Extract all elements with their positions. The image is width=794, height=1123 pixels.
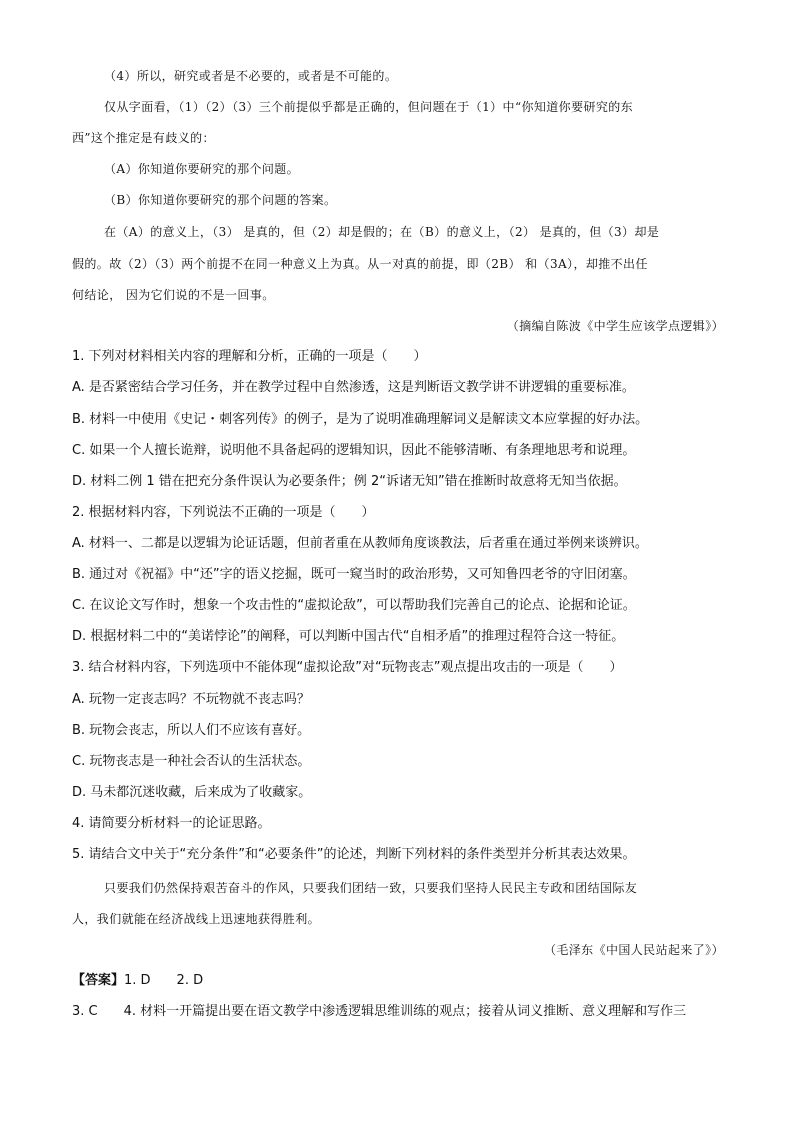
question-3-option-b: B. 玩物会丧志，所以人们不应该有喜好。 bbox=[72, 723, 311, 738]
question-1-option-b: B. 材料一中使用《史记・刺客列传》的例子，是为了说明准确理解词义是解读文本应掌握的好办法。 bbox=[72, 412, 649, 427]
question-2-option-b: B. 通过对《祝福》中“还”字的语义挖掘，既可一窥当时的政治形势，又可知鲁四老爷的守旧闭塞。 bbox=[72, 567, 636, 582]
question-3-stem: 3. 结合材料内容，下列选项中不能体现“虚拟论敌”对“玩物丧志”观点提出攻击的一项是（ ） bbox=[72, 660, 623, 675]
passage-line: 西”这个推定是有歧义的： bbox=[72, 131, 215, 145]
answer-line-1 bbox=[72, 971, 724, 991]
passage-line: 假的。故（2）（3）两个前提不在同一种意义上为真。从一对真的前提，即（2B） 和（3A），却推不出任 bbox=[72, 257, 648, 271]
question-1-option-d: D. 材料二例 1 错在把充分条件误认为必要条件；例 2“诉诸无知”错在推断时故意将无知当依据。 bbox=[72, 474, 627, 489]
question-1-option-c: C. 如果一个人擅长诡辩，说明他不具备起码的逻辑知识，因此不能够清晰、有条理地思考和说理。 bbox=[72, 443, 636, 458]
answer-line-1-text: 1. D 2. D bbox=[124, 973, 204, 988]
passage-source: （摘编自陈波《中学生应该学点逻辑》） bbox=[506, 319, 724, 333]
question-1-stem: 1. 下列对材料相关内容的理解和分析，正确的一项是（ ） bbox=[72, 349, 427, 364]
question-1-option-a: A. 是否紧密结合学习任务，并在教学过程中自然渗透，这是判断语文教学讲不讲逻辑的重要标准。 bbox=[72, 380, 635, 395]
question-5-quote-line: 只要我们仍然保持艰苦奋斗的作风，只要我们团结一致，只要我们坚持人民民主专政和团结国际友 bbox=[104, 881, 638, 895]
passage-line: 何结论， 因为它们说的不是一回事。 bbox=[72, 288, 275, 302]
answer-line-2: 3. C 4. 材料一开篇提出要在语文教学中渗透逻辑思维训练的观点；接着从词义推断、意义理解和写作三 bbox=[72, 1004, 687, 1019]
question-2-stem: 2. 根据材料内容，下列说法不正确的一项是（ ） bbox=[72, 505, 375, 520]
passage-line: 仅从字面看，（1）（2）（3）三个前提似乎都是正确的，但问题在于（1）中“你知道你要研究的东 bbox=[104, 100, 634, 114]
passage-line: 在（A）的意义上，（3） 是真的，但（2）却是假的；在（B）的意义上，（2） 是真的，但（3）却是 bbox=[104, 225, 660, 239]
passage-line: （B）你知道你要研究的那个问题的答案。 bbox=[104, 193, 337, 207]
question-3-option-a: A. 玩物一定丧志吗？不玩物就不丧志吗？ bbox=[72, 692, 310, 707]
question-2-option-a: A. 材料一、二都是以逻辑为论证话题，但前者重在从教师角度谈教法，后者重在通过举例来谈辨识。 bbox=[72, 536, 648, 551]
question-2-option-d: D. 根据材料二中的“美诺悖论”的阐释，可以判断中国古代“自相矛盾”的推理过程符合这一特征。 bbox=[72, 629, 625, 644]
question-4-stem: 4. 请简要分析材料一的论证思路。 bbox=[72, 816, 271, 831]
passage-line: （4）所以，研究或者是不必要的，或者是不可能的。 bbox=[104, 69, 398, 83]
question-3-option-c: C. 玩物丧志是一种社会否认的生活状态。 bbox=[72, 754, 311, 769]
passage-line: （A）你知道你要研究的那个问题。 bbox=[104, 162, 300, 176]
answer-tag: 【答案】 bbox=[72, 973, 125, 988]
question-3-option-d: D. 马未都沉迷收藏，后来成为了收藏家。 bbox=[72, 785, 312, 800]
question-2-option-c: C. 在议论文写作时，想象一个攻击性的“虚拟论敌”，可以帮助我们完善自己的论点、论据和论证。 bbox=[72, 598, 636, 613]
question-5-stem: 5. 请结合文中关于“充分条件”和“必要条件”的论述，判断下列材料的条件类型并分析其表达效果。 bbox=[72, 847, 636, 862]
question-5-quote-line: 人，我们就能在经济战线上迅速地获得胜利。 bbox=[72, 912, 321, 926]
question-5-source: （毛泽东《中国人民站起来了》） bbox=[543, 943, 724, 957]
